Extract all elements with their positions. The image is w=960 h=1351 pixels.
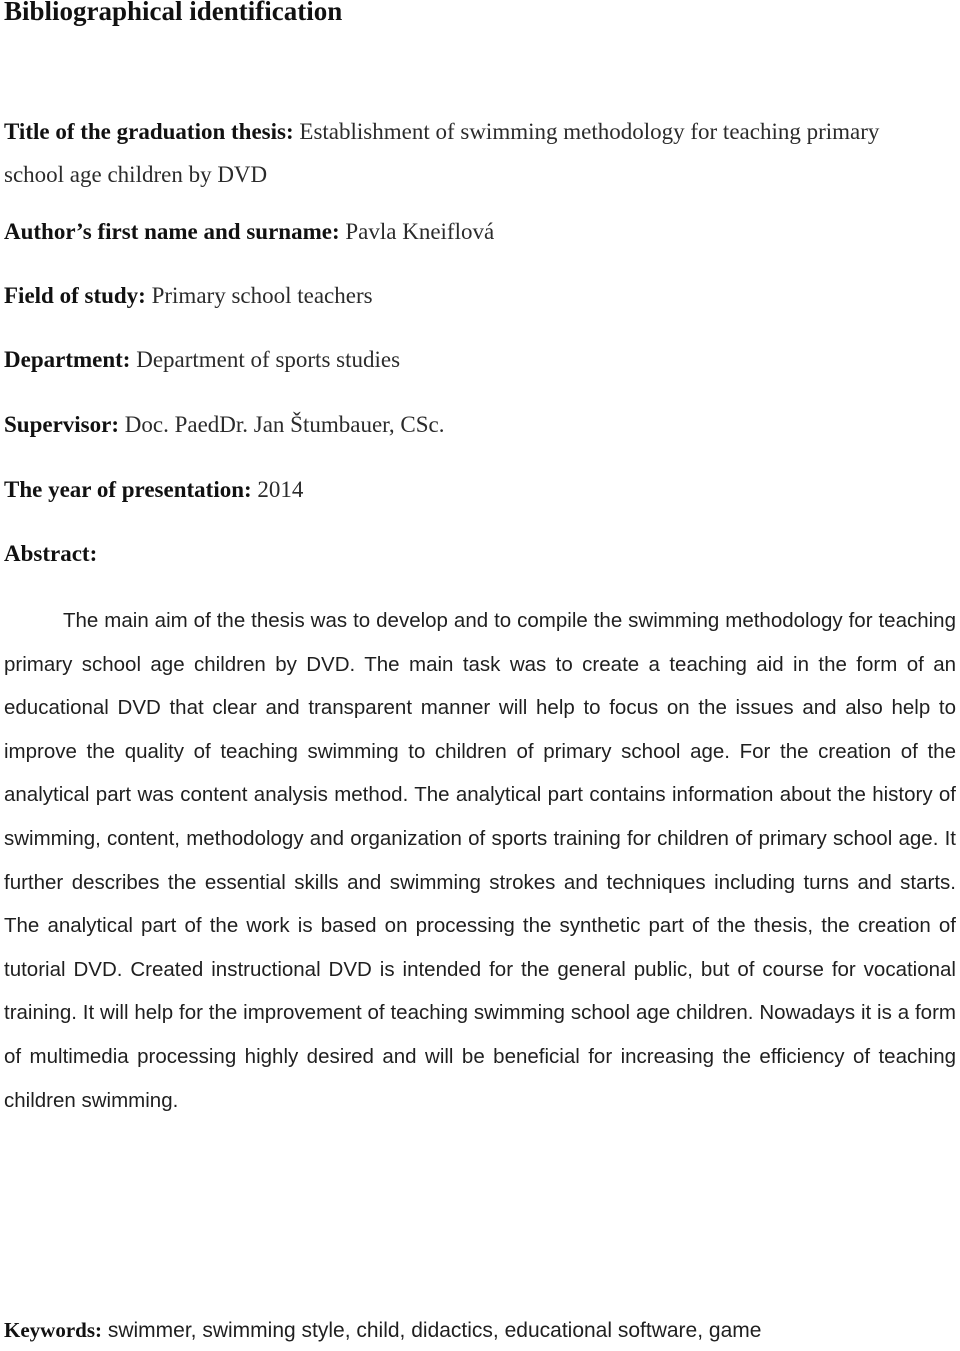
department-field: [4, 347, 400, 373]
supervisor-label: Supervisor:: [4, 412, 119, 437]
year-field: [4, 477, 303, 503]
abstract-text: The main aim of the thesis was to develop and to compile the swimming methodology for teaching primary school age children by DVD. The main task was to create a teaching aid in the form of an educational DVD that clear and transparent manner will help to focus on the issues and also help to improve the quality of teaching swimming to children of primary school age. For the creation of the analytical part was content analysis method. The analytical part contains information about the history of swimming, content, methodology and organization of sports training for children of primary school age. It further describes the essential skills and swimming strokes and techniques including turns and starts. The analytical part of the work is based on processing the synthetic part of the thesis, the creation of tutorial DVD. Created instructional DVD is intended for the general public, but of course for vocational training. It will help for the improvement of teaching swimming school age children. Nowadays it is a form of multimedia processing highly desired and will be beneficial for increasing the efficiency of teaching children swimming.: [4, 609, 956, 1112]
thesis-title-value: Establishment of swimming methodology for teaching primary school age children by DVD: [4, 119, 880, 187]
abstract-label: Abstract:: [4, 541, 98, 566]
thesis-title-field: [4, 110, 944, 196]
supervisor-value: Doc. PaedDr. Jan Štumbauer, CSc.: [124, 412, 445, 437]
keywords-field: [4, 1318, 761, 1343]
keywords-label: Keywords:: [4, 1318, 102, 1342]
year-label: The year of presentation:: [4, 477, 252, 502]
field-of-study-value: Primary school teachers: [151, 283, 373, 308]
author-value: Pavla Kneiflová: [345, 219, 495, 244]
keywords-value: swimmer, swimming style, child, didactics, educational software, game: [107, 1319, 762, 1342]
abstract-field: [4, 541, 97, 567]
author-field: [4, 219, 494, 245]
supervisor-field: [4, 412, 445, 438]
page-heading: Bibliographical identification: [4, 0, 343, 26]
thesis-title-label: Title of the graduation thesis:: [4, 119, 294, 144]
year-value: 2014: [257, 477, 304, 502]
department-value: Department of sports studies: [136, 347, 401, 372]
field-of-study-field: [4, 283, 373, 309]
field-of-study-label: Field of study:: [4, 283, 146, 308]
department-label: Department:: [4, 347, 131, 372]
author-label: Author’s first name and surname:: [4, 219, 340, 244]
